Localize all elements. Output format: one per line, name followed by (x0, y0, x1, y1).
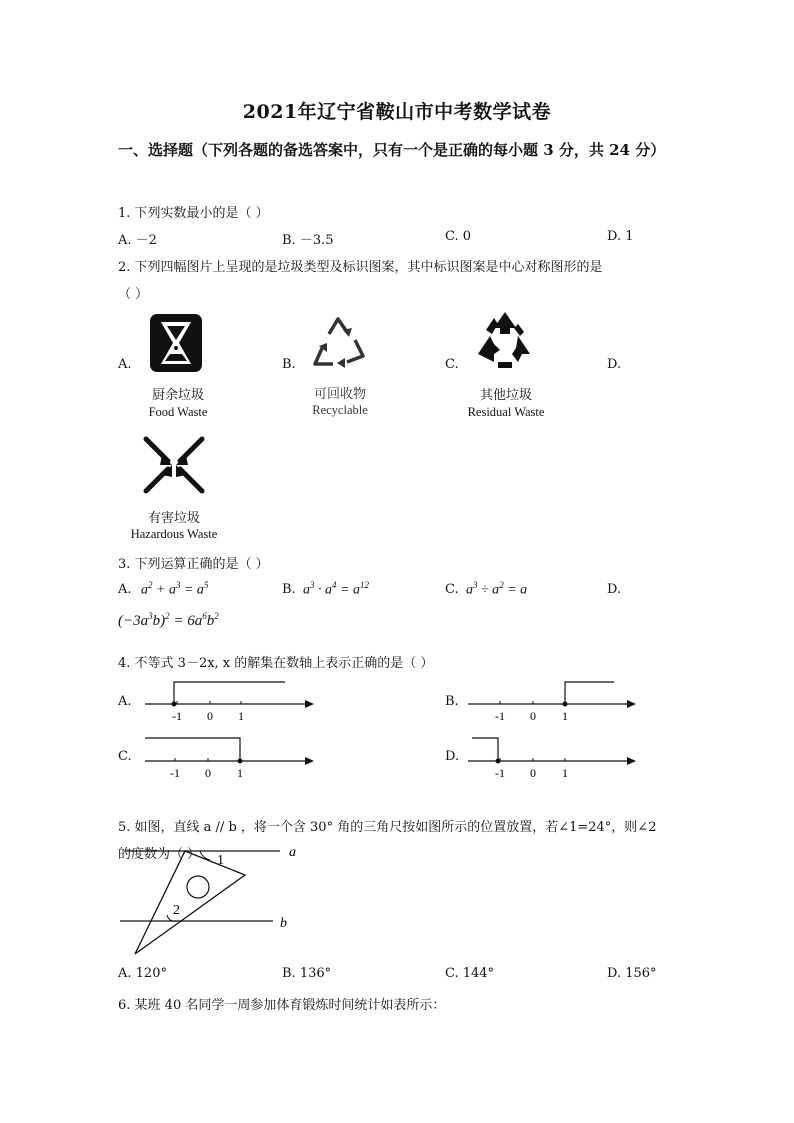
recyclable-icon (305, 310, 371, 372)
paper-title: 2021年辽宁省鞍山市中考数学试卷 (242, 101, 552, 123)
q2-label-a: A. (118, 357, 132, 372)
food-waste-icon (148, 312, 204, 374)
line-b-label: b (280, 916, 287, 931)
residual-waste-icon (472, 310, 538, 374)
q3-label-c: C. (445, 582, 459, 597)
question-4-stem: 4. 不等式 3－2x, x 的解集在数轴上表示正确的是（ ） (118, 656, 434, 671)
tick-label: 1 (237, 766, 243, 780)
q3-label-d: D. (607, 582, 622, 597)
residual-waste-en: Residual Waste (467, 405, 545, 419)
question-1-stem: 1. 下列实数最小的是（ ） (118, 206, 269, 221)
q5-option-c: C. 144° (445, 966, 495, 981)
question-5-stem-line2: 的度数为（ ） (118, 847, 201, 862)
question-6-stem: 6. 某班 40 名同学一周参加体育锻炼时间统计如表所示： (118, 998, 446, 1013)
q4-label-c: C. (118, 749, 132, 764)
hazardous-waste-cn: 有害垃圾 (147, 511, 200, 526)
q4-numberline-d (466, 731, 646, 781)
section-heading: 一、选择题（下列各题的备选答案中，只有一个是正确的每小题 3 分，共 24 分） (118, 141, 666, 159)
q5-figure (115, 840, 315, 960)
q3-option-d-formula: $(-3a^3b)^2 = 6a^6b^2$ (118, 611, 219, 629)
q3-label-b: B. (282, 582, 296, 597)
question-2-stem: 2. 下列四幅图片上呈现的是垃圾类型及标识图案，其中标识图案是中心对称图形的是 (118, 260, 603, 275)
q5-option-d: D. 156° (607, 966, 657, 981)
q5-option-a: A. 120° (118, 966, 167, 981)
q3-option-b-formula: $a^3 \cdot a^4 = a^{12}$ (303, 580, 369, 598)
q1-option-a: A. －2 (118, 233, 157, 248)
q2-label-b: B. (282, 357, 296, 372)
tick-label: -1 (495, 766, 505, 780)
q2-label-c: C. (445, 357, 459, 372)
tick-label: 0 (530, 709, 536, 723)
angle-2-label: 2 (173, 903, 180, 918)
tick-label: 0 (205, 766, 211, 780)
question-2-stem-cont: （ ） (118, 287, 149, 302)
q4-label-b: B. (445, 694, 459, 709)
tick-label: 0 (207, 709, 213, 723)
tick-label: -1 (172, 709, 182, 723)
food-waste-cn: 厨余垃圾 (151, 388, 204, 403)
residual-waste-cn: 其他垃圾 (479, 388, 532, 403)
q1-option-c: C. 0 (445, 229, 472, 244)
tick-label: 0 (530, 766, 536, 780)
q4-numberline-a (140, 676, 320, 726)
q4-numberline-b (466, 676, 646, 726)
recyclable-en: Recyclable (312, 403, 368, 417)
tick-label: -1 (495, 709, 505, 723)
q3-option-c-formula: $a^3 \div a^2 = a$ (466, 580, 528, 598)
q1-option-d: D. 1 (607, 229, 634, 244)
q1-option-b: B. －3.5 (282, 233, 334, 248)
hazardous-waste-icon (140, 433, 208, 497)
q4-label-a: A. (118, 694, 132, 709)
recyclable-cn: 可回收物 (313, 387, 366, 402)
angle-1-label: 1 (217, 853, 224, 868)
q3-label-a: A. (118, 582, 132, 597)
tick-label: 1 (562, 709, 568, 723)
line-a-label: a (289, 845, 296, 860)
q5-option-b: B. 136° (282, 966, 332, 981)
q2-label-d: D. (607, 357, 622, 372)
question-3-stem: 3. 下列运算正确的是（ ） (118, 557, 269, 572)
q4-label-d: D. (445, 749, 460, 764)
hazardous-waste-en: Hazardous Waste (130, 527, 218, 541)
q3-option-a-formula: $a^2 + a^3 = a^5$ (141, 580, 209, 598)
tick-label: 1 (238, 709, 244, 723)
tick-label: 1 (562, 766, 568, 780)
q4-numberline-c (140, 731, 320, 781)
food-waste-en: Food Waste (148, 405, 208, 419)
question-5-stem-line1: 5. 如图，直线 a // b ，将一个含 30° 角的三角尺按如图所示的位置放置，若∠1=24°，则∠2 (118, 820, 657, 835)
tick-label: -1 (170, 766, 180, 780)
